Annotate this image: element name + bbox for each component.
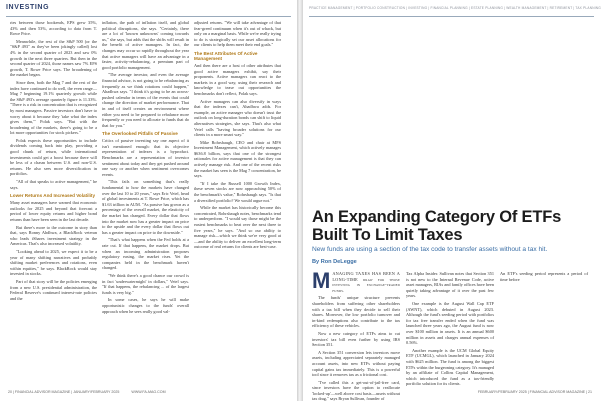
right-page	[303, 0, 600, 401]
paragraph: An ETF's seeding period represents a period of time before	[500, 271, 588, 282]
paragraph: Polak expects these opportunities to include dividends coming back into play, providing a good chunk of return, while international investments could get a boost because there will be less of a chasm between U.S. and non-U.S. returns. He also sees more diversification in portfolios.	[10, 137, 97, 177]
paragraph: Tax Alpha Insider. Sullivan notes that Section 351 is not new to the Internal Revenue Code, active asset managers, RIAs and family offices have been quietly taking advantage of it over the past few years.	[406, 271, 494, 299]
paragraph: adjusted returns. "We will take advantage of that fear-greed continuum when it's out of whack, but only on a marginal basis. While we're really trying to do is strategically set our asset allocations for our clients to help them meet their end goals."	[194, 20, 281, 48]
left-running-head	[6, 3, 291, 17]
left-column-1	[10, 20, 97, 383]
paragraph: The funds' unique structure prevents shareholders from suffering other shareholders with a tax bill when they decide to sell their shares. Moreover, the low portfolio turnover and in-kind redemptions also contribute to the tax efficiency of these vehicles.	[312, 295, 400, 329]
paragraph: A Section 351 conversion lets investors move assets, including appreciated separately managed account assets, into new ETFs without paying capital gains tax immediately. This is a powerful tool since it removes tax as a frictional cost.	[312, 349, 400, 378]
paragraph: "All of that speaks to active management," he says.	[10, 179, 97, 190]
paragraph: While the market has historically become this concentrated, Rohrsbaugh notes, benchmarks tend to underperform. "I would say those might be the easiest benchmarks to beat over the next three to five years," he says. "And so our ability to manage risk—which we think we're very good at—and the ability to deliver an excellent long-term outcome of real returns for clients are best-case.	[194, 205, 281, 250]
paragraph: One example is the August Wall Cap ETF (AWNT), which debuted in August 2023. Although the fund's seeding period with portfolios for tax free transfer ended when the fund was launched three years ago, the August fund is now over $100 million in assets. It is an annual $600 million in assets and charges annual expenses of 0.56%.	[406, 300, 494, 346]
paragraph: "We think there's a good chance our crowd is in fact 'underwatermight' in dollars," Veiel says. "If that happens, the rebalancing ... of the largest funds is very big."	[102, 272, 189, 295]
article-column-2	[406, 271, 494, 387]
paragraph: Now a new category of ETFs aims to cut investors' tax bill even further by using IRS Section 351.	[312, 330, 400, 348]
left-column-2	[102, 20, 189, 383]
paragraph: Another example is the UCM Global Equity ETF (UCMGL), which launched in January 2024 with $625 million. The fund is among the biggest ETFs within the burgeoning category. It's managed by an affiliate of Collins Capital Management, which introduced the fund as a tax-friendly portfolio solution for its clients.	[406, 347, 494, 387]
paragraph: inflation, the path of inflation itself, and global political disruptions, she says. "Certainly, there are a lot of 'known unknowns' coming towards us," she says, but adds that the shifts will result in the benefit of active managers. In fact, the changes may occur so rapidly throughout the year that active managers will have an advantage in a faster, activity-rebalancing, a premium part of good portfolio management.	[102, 20, 189, 70]
article-headline: An Expanding Category Of ETFs Built To Limit Taxes	[312, 208, 562, 244]
subheading: The Best Attributes Of Active Management	[194, 50, 258, 61]
paragraph: "The average investor, and even the average financial advisor, is not going to be rebalancing as frequently as we think rotations could happen," Ahadhwa says. "I think it's going to be an across-pushed calendar in terms of the events that could change the direction of market performance. That in and of itself creates an environment where either you need to be prepared to rebalance more frequently or you need to allocate to funds that do that for you."	[102, 72, 189, 128]
paragraph: "That's what happens when the Fed holds at a rate cut. If that happens, the market drops. But when an incoming administration proposes regulatory easing, the market rises. Yet the companies held in the benchmark haven't changed.	[102, 237, 189, 271]
right-footer	[311, 388, 592, 396]
paragraph: ries between those bookends, EPS grew 35%, 43% and then 53%, according to data from T. Rowe Price.	[10, 20, 97, 37]
paragraph: Since then, both the Mag 7 and the rest of the index have continued to do well, the even range—Mag 7 beginning 19.1% quarterly growth while the S&P 493's average quarterly figure is 11.33%. "There is a risk in concentration that is recognized by most managers. Passive investors don't have to worry about it because they 'take what the index gives them,'" Polak says. "But with the broadening of the markets, there's going to be a lot more opportunities for stock pickers."	[10, 79, 97, 136]
subheading: The Overlooked Pitfalls Of Passive	[102, 131, 178, 137]
paragraph: Mike Rohrsbaugh, CEO and chair at MFS Investment Management, which actively manages $636.8 billion, says that one of the strongest rationales for active management is that they can actively manage risk. And one of the recent risks the market has seen is the Mag 7 concentration, he says.	[194, 139, 281, 179]
drop-cap: M	[312, 268, 331, 293]
article-deck: New funds are using a section of the tax code to transfer assets without a tax hit.	[312, 246, 548, 253]
paragraph: "Looking ahead to 2025, we expect it to be a year of many shifting narratives and probably shifting market preferences and rotations, even within equities," he says. BlackRock would stay invested in stocks.	[10, 248, 97, 277]
right-running-head	[309, 3, 601, 17]
paragraph: Critics of passive investing say one aspect of it isn't mentioned enough: that its objective representation of indexes is a byproduct. Benchmarks are a representation of investor sentiment about today and they get pushed around one way or another when sentiment overcomes events.	[102, 138, 189, 177]
article-column-1	[312, 268, 400, 402]
left-footer	[8, 388, 289, 396]
lead-text: ANAGING TAXES HAS BEEN A LONG-TIME draw for those investing in exchange-traded funds.	[332, 271, 400, 293]
paragraph: In some cases, he says he will make opportunistic changes to the funds' overall approach when he sees really good val-	[102, 297, 189, 314]
paragraph: "This fails on something that's really fundamental to how the markets have changed over the last 10 to 20 years," says Eric Veiel, head of global investments at T. Rowe Price, which has $1.63 trillion in AUM. "As passive has grown as a percentage of the overall market, the elasticity of the market has changed. Every dollar that flows into the market now has a greater impact on price to the upside and the every dollar that flows out has a greater impact on price to the downside."	[102, 179, 189, 235]
right-folio: FEBRUARY/FEBRUARY 2025 | FINANCIAL ADVISOR MAGAZINE | 21	[477, 390, 592, 394]
section-nav: PRACTICE MANAGEMENT | PORTFOLIO CONSTRUCTION | INVESTING | FINANCIAL PLANNING | ESTATE PLANNING | WEALTH MANAGEMENT | RETIREMENT | TAX PLANNING	[309, 6, 601, 10]
paragraph: "If I take the Russell 1000 Growth Index, these seven stocks are now approaching 50% of the benchmark's value," Rohrsbaugh says. "Is that a diversified portfolio? We would argue not."	[194, 180, 281, 203]
left-page	[0, 0, 297, 401]
paragraph: But there's more to the outcome in story than that, says Ronny Ahdhwa, a BlackRock veteran who leads iShares investment strategy in the Americas. That's also increased volatility.	[10, 224, 97, 247]
left-columns	[10, 20, 287, 383]
left-folio: 20 | FINANCIAL ADVISOR MAGAZINE | JANUARY/FEBRUARY 2025	[8, 390, 120, 394]
left-section-label: INVESTING	[6, 4, 50, 11]
paragraph: "I've called this a get-out-of-jail-free card, since investors have the option to reallocate 'locked-up'—well above cost basis—assets without tax drag," says Bryan Sullivan, founder of	[312, 379, 400, 402]
subheading: Lower Returns And Increased Volatility	[10, 193, 96, 199]
left-website: WWW.FA-MAG.COM	[131, 390, 166, 394]
left-column-3	[194, 20, 281, 383]
article-column-3	[500, 271, 588, 383]
paragraph: Many asset managers have warned that economic outlooks for 2025 and beyond that forecast a period of lower equity returns and higher bond returns than have been seen in the last decade.	[10, 200, 97, 222]
paragraph: Part of that story will be the policies emerging from a new U.S. presidential administration, the Federal Reserve's continued interest-rate policies and the	[10, 278, 97, 301]
lead-paragraph	[312, 268, 400, 293]
paragraph: Meanwhile, the rest of the S&P 500 (or the "S&P 493" as they've been jokingly called) lost 4% in the second quarter of 2023 and saw 0% growth in the next three quarters. But then in the second quarter of 2024, those names saw 7% EPS growth, T. Rowe Price says. The broadening of the market began.	[10, 38, 97, 78]
article-byline: By Ron DeLegge	[312, 259, 357, 265]
paragraph: And then there are a host of other attributes that good active managers exhibit, say their proponents. Active managers can react to the markets in a good way, using their research and knowledge to tease out opportunities the benchmarks don't reflect, Polak says.	[194, 62, 281, 96]
paragraph: Active managers can also diversify in ways that the indexes can't, Ahadhwa adds. For example, an active manager who doesn't trust the outlook on long-duration bonds can shift to liquid alternatives strategies, she says. That's also what Veiel calls "having broader solutions for our clients in a more smart way."	[194, 98, 281, 138]
